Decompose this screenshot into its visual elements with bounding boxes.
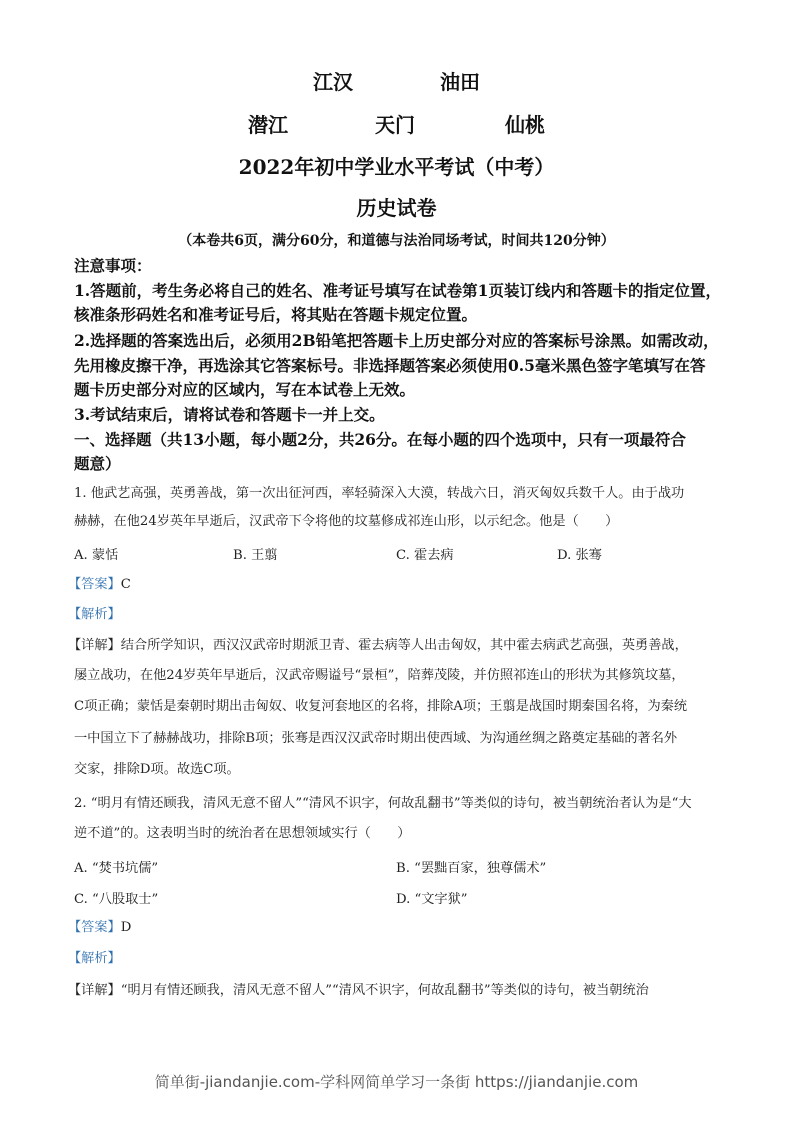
note-line: 题卡历史部分对应的区域内，写在本试卷上无效。 bbox=[74, 380, 416, 399]
detail-line bbox=[68, 637, 718, 655]
note-line: 1.答题前，考生务必将自己的姓名、准考证号填写在试卷第1页装订线内和答题卡的指定位置， bbox=[74, 281, 721, 300]
question-stem: 1. 他武艺高强，英勇善战，第一次出征河西，率轻骑深入大漠，转战六日，消灭匈奴兵数千人。由于战功 bbox=[74, 486, 685, 501]
note-line: 核准条形码姓名和准考证号后，将其贴在答题卡规定位置。 bbox=[74, 305, 478, 324]
footer-watermark: 简单街-jiandanjie.com-学科网简单学习一条街 https://jiandanjie.com bbox=[154, 1073, 639, 1091]
answer-label: 【答案】 bbox=[68, 577, 121, 592]
option-b: B. 王翦 bbox=[233, 548, 278, 563]
analysis-label: 【解析】 bbox=[68, 951, 121, 966]
exam-title: 2022年初中学业水平考试（中考） bbox=[238, 155, 555, 179]
city-youtian: 油田 bbox=[440, 70, 480, 94]
note-line: 先用橡皮擦干净，再选涂其它答案标号。非选择题答案必须使用0.5毫米黑色签字笔填写在答 bbox=[74, 356, 706, 375]
question-stem: 2. “明月有情还顾我，清风无意不留人”“清风不识字，何故乱翻书”等类似的诗句，被当朝统治者认为是“大 bbox=[74, 796, 692, 811]
notes-heading: 注意事项： bbox=[74, 256, 152, 275]
option-a: A. 蒙恬 bbox=[74, 548, 119, 563]
detail-line: 一中国立下了赫赫战功，排除B项；张骞是西汉汉武帝时期出使西域、为沟通丝绸之路奠定基础的著名外 bbox=[74, 731, 678, 746]
city-jianghan: 江汉 bbox=[313, 70, 353, 94]
analysis-line bbox=[68, 950, 718, 968]
exam-info: （本卷共6页，满分60分，和道德与法治同场考试，时间共120分钟） bbox=[178, 233, 615, 249]
option-d: D. “文字狱” bbox=[396, 892, 468, 907]
analysis-line bbox=[68, 606, 718, 624]
detail-text: “明月有情还顾我，清风无意不留人”“清风不识字，何故乱翻书”等类似的诗句，被当朝统治 bbox=[120, 983, 649, 998]
answer-value: D bbox=[120, 920, 132, 935]
analysis-label: 【解析】 bbox=[68, 607, 121, 622]
answer-label: 【答案】 bbox=[68, 920, 121, 935]
answer-value: C bbox=[120, 577, 131, 592]
option-b: B. “罢黜百家，独尊儒术” bbox=[396, 861, 547, 876]
subject-title: 历史试卷 bbox=[356, 196, 437, 220]
detail-label: 【详解】 bbox=[68, 983, 121, 998]
detail-line bbox=[68, 982, 718, 1000]
detail-line: C项正确；蒙恬是秦朝时期出击匈奴、收复河套地区的名将，排除A项；王翦是战国时期秦国名将，为秦统 bbox=[74, 699, 688, 714]
detail-line: 屡立战功，在他24岁英年早逝后，汉武帝赐谥号“景桓”，陪葬茂陵，并仿照祁连山的形状为其修筑坟墓， bbox=[74, 668, 685, 683]
detail-line: 交家，排除D项。故选C项。 bbox=[74, 762, 240, 777]
detail-text: 结合所学知识，西汉汉武帝时期派卫青、霍去病等人出击匈奴，其中霍去病武艺高强，英勇善战， bbox=[120, 638, 688, 653]
question-stem: 赫赫，在他24岁英年早逝后，汉武帝下令将他的坟墓修成祁连山形，以示纪念。他是（ ） bbox=[74, 514, 619, 529]
note-line: 2.选择题的答案选出后，必须用2B铅笔把答题卡上历史部分对应的答案标号涂黑。如需改动， bbox=[74, 331, 719, 350]
answer-line bbox=[68, 919, 718, 937]
option-d: D. 张骞 bbox=[557, 548, 602, 563]
option-a: A. “焚书坑儒” bbox=[74, 861, 159, 876]
city-qianjiang: 潜江 bbox=[248, 113, 288, 137]
section-title-cont: 题意） bbox=[74, 454, 121, 473]
answer-line bbox=[68, 576, 718, 594]
detail-label: 【详解】 bbox=[68, 638, 121, 653]
option-c: C. “八股取士” bbox=[74, 892, 159, 907]
section-title: 一、选择题（共13小题，每小题2分，共26分。在每小题的四个选项中，只有一项最符合 bbox=[74, 430, 686, 449]
option-c: C. 霍去病 bbox=[396, 548, 454, 563]
question-stem: 逆不道”的。这表明当时的统治者在思想领域实行（ ） bbox=[74, 826, 411, 841]
note-line: 3.考试结束后，请将试卷和答题卡一并上交。 bbox=[74, 405, 385, 424]
city-xiantao: 仙桃 bbox=[505, 113, 545, 137]
city-tianmen: 天门 bbox=[375, 113, 415, 137]
